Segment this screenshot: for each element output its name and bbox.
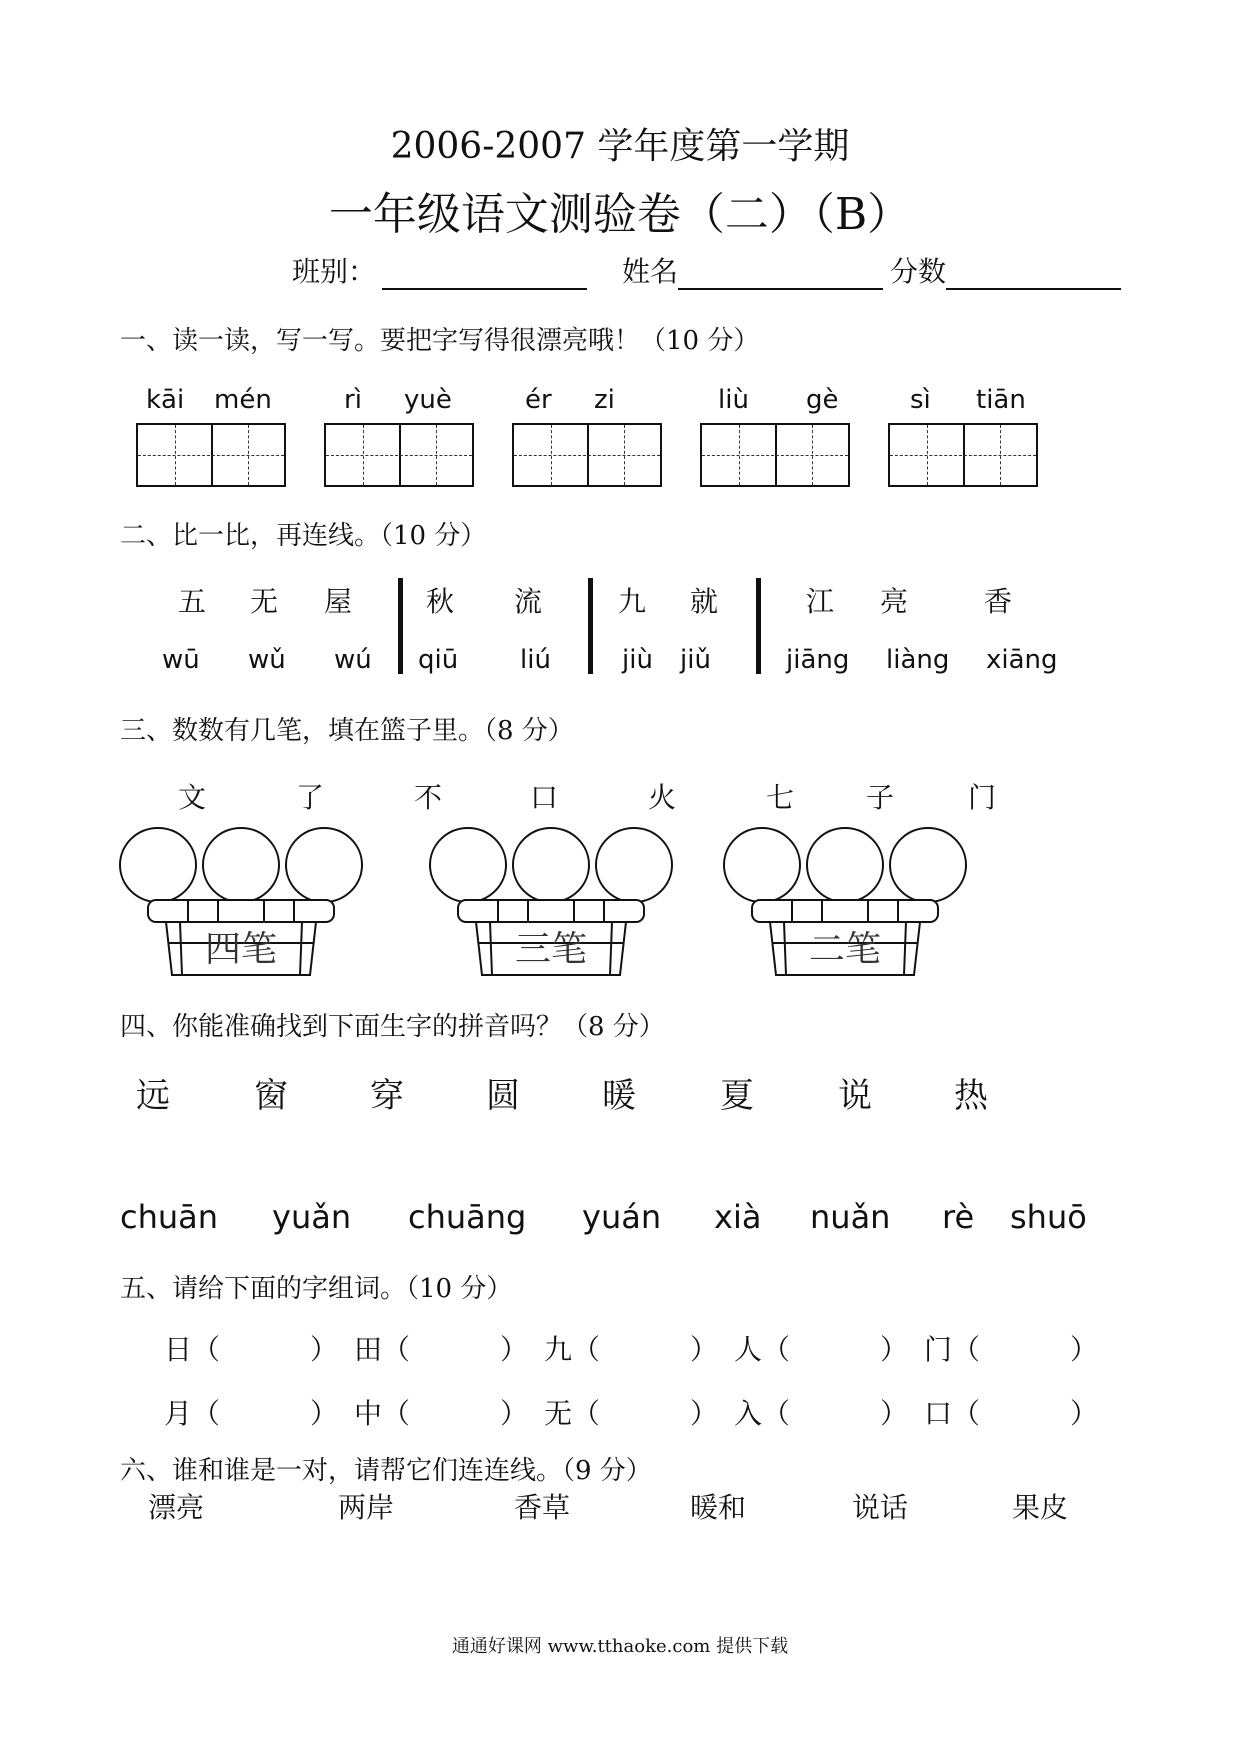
writing-grid[interactable]	[512, 423, 662, 487]
pinyin: tiān	[976, 385, 1026, 415]
char: 人	[734, 1333, 763, 1366]
word: 两岸	[338, 1491, 395, 1524]
word-entry[interactable]: 九（ ）	[544, 1333, 719, 1366]
pinyin: jiāng	[786, 645, 850, 675]
char: 江	[806, 585, 835, 618]
char: 口	[924, 1397, 953, 1430]
footer-credit: 通通好课网 www.tthaoke.com 提供下载	[451, 1636, 789, 1657]
pinyin: yuán	[582, 1198, 662, 1236]
basket[interactable]	[118, 825, 364, 980]
char: 田	[354, 1333, 383, 1366]
word: 香草	[514, 1491, 571, 1524]
word-entry[interactable]: 无（ ）	[544, 1397, 719, 1430]
name-blank[interactable]	[678, 260, 883, 290]
char: 文	[178, 781, 207, 814]
pinyin: xiāng	[986, 645, 1058, 675]
pinyin: rè	[942, 1198, 975, 1236]
char: 月	[164, 1397, 193, 1430]
word-entry[interactable]: 入（ ）	[734, 1397, 909, 1430]
title-line2: 一年级语文测验卷（二）（B）	[328, 189, 912, 240]
char: 远	[136, 1076, 170, 1116]
char: 日	[164, 1333, 193, 1366]
word-entry[interactable]: 日（ ）	[164, 1333, 339, 1366]
pinyin: qiū	[418, 645, 459, 675]
section3-heading: 三、数数有几笔，填在篮子里。（8 分）	[120, 716, 574, 746]
divider	[588, 578, 593, 674]
char: 九	[544, 1333, 573, 1366]
pinyin: nuǎn	[810, 1198, 891, 1236]
char: 说	[838, 1076, 872, 1116]
char: 口	[530, 781, 559, 814]
section2-heading: 二、比一比，再连线。（10 分）	[120, 521, 487, 551]
writing-grid[interactable]	[888, 423, 1038, 487]
char: 圆	[486, 1076, 520, 1116]
divider	[398, 578, 403, 674]
word-entry[interactable]: 中（ ）	[354, 1397, 529, 1430]
pinyin: chuāng	[408, 1198, 527, 1236]
pinyin: sì	[910, 385, 931, 415]
pinyin: liàng	[886, 645, 950, 675]
word-entry[interactable]: 月（ ）	[164, 1397, 339, 1430]
char: 中	[354, 1397, 383, 1430]
name-label: 姓名	[622, 255, 679, 288]
char: 香	[984, 585, 1013, 618]
char: 无	[544, 1397, 573, 1430]
word-entry[interactable]: 人（ ）	[734, 1333, 909, 1366]
pinyin: shuō	[1010, 1198, 1087, 1236]
word-entry[interactable]: 田（ ）	[354, 1333, 529, 1366]
basket-label: 四笔	[204, 929, 277, 970]
pinyin: wū	[162, 645, 200, 675]
pinyin: chuān	[120, 1198, 219, 1236]
char: 就	[690, 585, 719, 618]
basket-label: 三笔	[514, 929, 587, 970]
basket[interactable]	[722, 825, 968, 980]
title-line1: 2006-2007 学年度第一学期	[390, 126, 850, 167]
class-field[interactable]	[292, 250, 587, 290]
word: 果皮	[1012, 1491, 1069, 1524]
writing-grid[interactable]	[324, 423, 474, 487]
section5-heading: 五、请给下面的字组词。（10 分）	[120, 1274, 513, 1304]
char: 不	[414, 781, 443, 814]
basket-label: 二笔	[808, 929, 881, 970]
pinyin: wú	[334, 645, 372, 675]
char: 子	[866, 781, 895, 814]
char: 穿	[370, 1076, 404, 1116]
pinyin: liù	[718, 385, 749, 415]
basket[interactable]	[428, 825, 674, 980]
char: 火	[648, 781, 677, 814]
word-entry[interactable]: 门（ ）	[924, 1333, 1099, 1366]
word: 说话	[852, 1491, 909, 1524]
char: 秋	[426, 585, 455, 618]
section6-heading: 六、谁和谁是一对，请帮它们连连线。（9 分）	[120, 1456, 652, 1486]
char: 入	[734, 1397, 763, 1430]
word-entry[interactable]: 口（ ）	[924, 1397, 1099, 1430]
section4-heading: 四、你能准确找到下面生字的拼音吗？（8 分）	[120, 1012, 665, 1042]
pinyin: jiǔ	[680, 645, 711, 675]
char: 亮	[880, 585, 909, 618]
char: 七	[766, 781, 795, 814]
char: 窗	[254, 1076, 288, 1116]
char: 热	[954, 1076, 988, 1116]
pinyin: yuè	[404, 385, 452, 415]
char: 了	[296, 781, 325, 814]
class-blank[interactable]	[382, 260, 587, 290]
char: 屋	[324, 585, 353, 618]
pinyin: jiù	[622, 645, 653, 675]
char: 九	[618, 585, 647, 618]
char: 暖	[602, 1076, 636, 1116]
score-field[interactable]	[890, 250, 1121, 290]
pinyin: yuǎn	[272, 1198, 352, 1236]
char: 无	[250, 585, 279, 618]
pinyin: ér	[525, 385, 552, 415]
writing-grid[interactable]	[700, 423, 850, 487]
word: 漂亮	[148, 1491, 205, 1524]
writing-grid[interactable]	[136, 423, 286, 487]
pinyin: gè	[806, 385, 839, 415]
score-label: 分数	[890, 255, 947, 288]
char: 五	[178, 585, 207, 618]
pinyin: kāi	[146, 385, 185, 415]
pinyin: rì	[344, 385, 362, 415]
pinyin: liú	[520, 645, 551, 675]
word: 暖和	[690, 1491, 747, 1524]
char: 夏	[720, 1076, 754, 1116]
section1-heading: 一、读一读，写一写。要把字写得很漂亮哦！（10 分）	[120, 326, 760, 356]
pinyin: wǔ	[248, 645, 286, 675]
char: 门	[968, 781, 997, 814]
char: 流	[514, 585, 543, 618]
char: 门	[924, 1333, 953, 1366]
name-field[interactable]	[622, 250, 883, 290]
class-label: 班别：	[292, 255, 377, 288]
divider	[756, 578, 761, 674]
pinyin: xià	[714, 1198, 762, 1236]
score-blank[interactable]	[946, 260, 1121, 290]
pinyin: zi	[594, 385, 615, 415]
pinyin: mén	[214, 385, 272, 415]
